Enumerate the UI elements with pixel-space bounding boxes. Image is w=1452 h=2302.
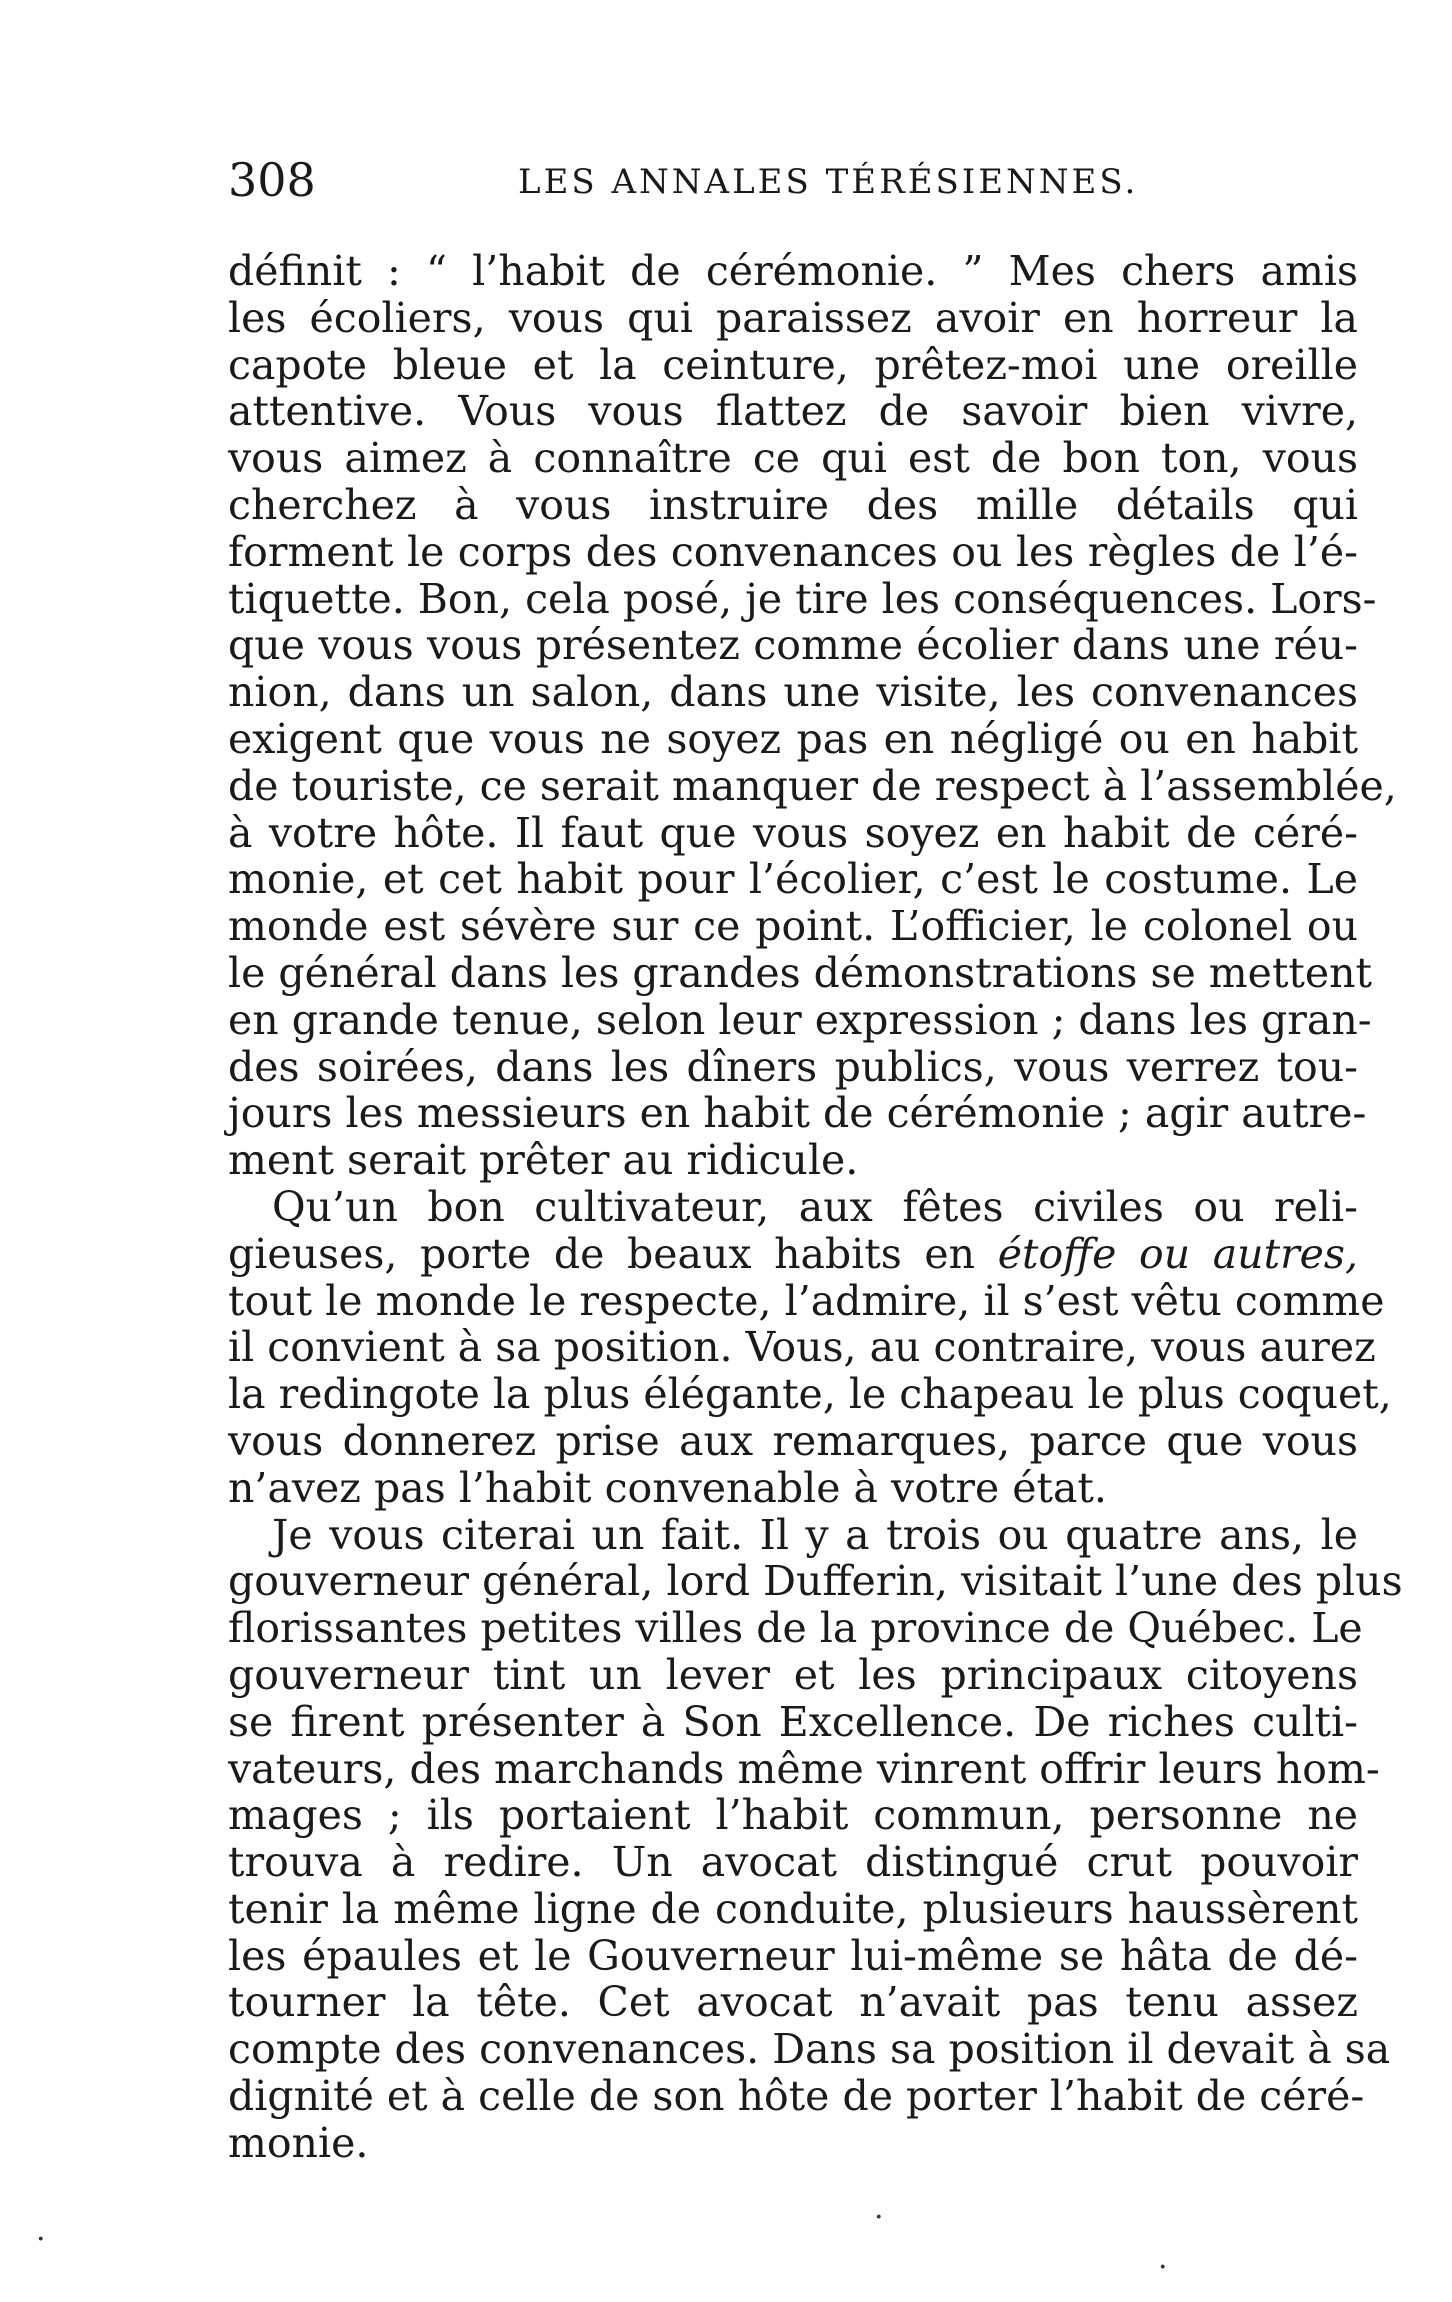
page-number: 308 xyxy=(228,153,316,207)
text-line: mages ; ils portaient l’habit commun, personne ne xyxy=(228,1791,1358,1840)
text-line: les épaules et le Gouverneur lui-même se hâta de dé- xyxy=(228,1931,1358,1980)
text-line: que vous vous présentez comme écolier dans une réu- xyxy=(228,621,1358,670)
text-line: tout le monde le respecte, l’admire, il s’est vêtu comme xyxy=(228,1276,1385,1325)
text-line: vous aimez à connaître ce qui est de bon ton, vous xyxy=(228,434,1358,483)
text-line: nion, dans un salon, dans une visite, les convenances xyxy=(228,668,1358,717)
text-line: se firent présenter à Son Excellence. De riches culti- xyxy=(228,1697,1358,1746)
italic-fragment: étoffe ou autres, xyxy=(997,1229,1359,1278)
text-line: vous donnerez prise aux remarques, parce que vous xyxy=(228,1416,1358,1465)
text-line: des soirées, dans les dîners publics, vous verrez tou- xyxy=(228,1042,1358,1091)
text-line: jours les messieurs en habit de cérémonie ; agir autre- xyxy=(228,1089,1367,1138)
text-line: vateurs, des marchands même vinrent offrir leurs hom- xyxy=(228,1744,1380,1793)
body-text xyxy=(228,247,1403,2167)
text-line: capote bleue et la ceinture, prêtez-moi une oreille xyxy=(228,340,1358,389)
ink-speck: · xyxy=(874,2200,884,2235)
text-line: forment le corps des convenances ou les règles de l’é- xyxy=(228,527,1358,576)
text-line: monde est sévère sur ce point. L’officier, le colonel ou xyxy=(228,902,1358,951)
text-line: définit : “ l’habit de cérémonie. ” Mes chers amis xyxy=(228,247,1358,295)
text-line: exigent que vous ne soyez pas en négligé ou en habit xyxy=(228,714,1358,763)
ink-speck: · xyxy=(36,2222,46,2257)
text-line: dignité et à celle de son hôte de porter l’habit de céré- xyxy=(228,2072,1365,2121)
ink-speck: · xyxy=(1158,2250,1168,2285)
text-line: Je vous citerai un fait. Il y a trois ou quatre ans, le xyxy=(272,1510,1358,1559)
text-line: florissantes petites villes de la province de Québec. Le xyxy=(228,1604,1363,1653)
running-title: LES ANNALES TÉRÉSIENNES. xyxy=(518,162,1139,202)
text-line: ment serait prêter au ridicule. xyxy=(228,1136,859,1185)
text-line: en grande tenue, selon leur expression ; dans les gran- xyxy=(228,995,1372,1044)
text-line: gouverneur tint un lever et les principaux citoyens xyxy=(228,1650,1358,1699)
text-line: tenir la même ligne de conduite, plusieurs haussèrent xyxy=(228,1884,1358,1933)
text-line: attentive. Vous vous flattez de savoir bien vivre, xyxy=(228,387,1358,436)
text-line: Qu’un bon cultivateur, aux fêtes civiles ou reli- xyxy=(272,1182,1358,1231)
text-line: le général dans les grandes démonstrations se mettent xyxy=(228,948,1373,997)
text-fragment: gieuses, porte de beaux habits en xyxy=(228,1229,998,1278)
text-line: de touriste, ce serait manquer de respect à l’assemblée, xyxy=(228,761,1397,810)
text-line: trouva à redire. Un avocat distingué crut pouvoir xyxy=(228,1838,1358,1887)
text-line: la redingote la plus élégante, le chapeau le plus coquet, xyxy=(228,1370,1392,1419)
page-header xyxy=(228,150,1358,210)
text-line: cherchez à vous instruire des mille détails qui xyxy=(228,480,1358,529)
text-line: n’avez pas l’habit convenable à votre état. xyxy=(228,1463,1107,1512)
text-line: tourner la tête. Cet avocat n’avait pas tenu assez xyxy=(228,1978,1358,2027)
text-line: il convient à sa position. Vous, au contraire, vous aurez xyxy=(228,1323,1376,1372)
text-line-with-italic xyxy=(228,1231,1358,1278)
text-line: monie. xyxy=(228,2118,369,2167)
text-line: les écoliers, vous qui paraissez avoir en horreur la xyxy=(228,293,1358,342)
text-line: gouverneur général, lord Dufferin, visitait l’une des plus xyxy=(228,1557,1403,1606)
text-line: à votre hôte. Il faut que vous soyez en habit de céré- xyxy=(228,808,1358,857)
text-line: compte des convenances. Dans sa position il devait à sa xyxy=(228,2025,1391,2074)
text-line: tiquette. Bon, cela posé, je tire les conséquences. Lors- xyxy=(228,574,1377,623)
text-line: monie, et cet habit pour l’écolier, c’est le costume. Le xyxy=(228,855,1358,904)
